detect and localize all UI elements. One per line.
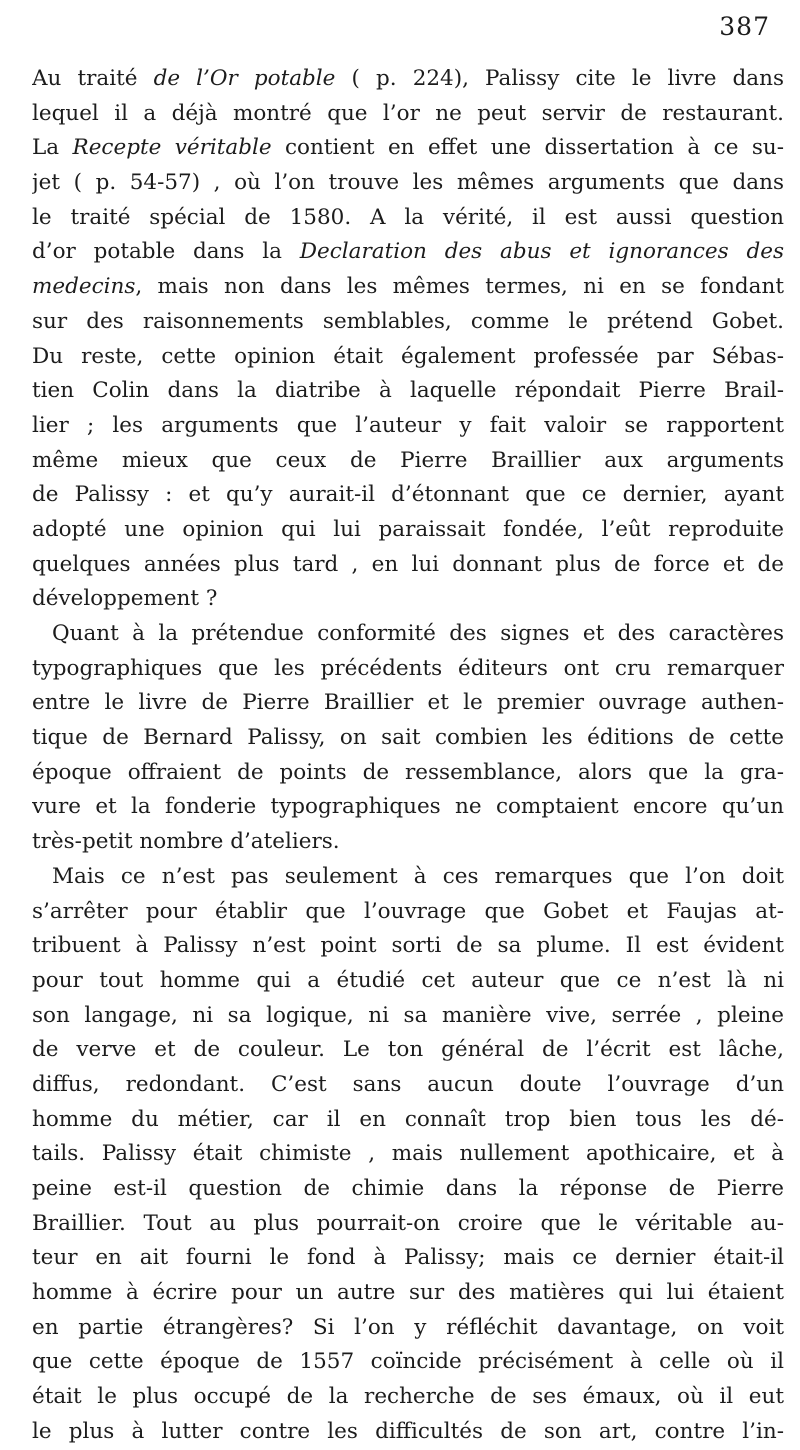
text-line bbox=[32, 1033, 784, 1068]
text-line bbox=[32, 444, 784, 479]
text-line bbox=[32, 201, 784, 236]
text-line bbox=[32, 617, 784, 652]
text-segment: ( p. 224), Palissy cite le livre dans bbox=[335, 66, 784, 91]
text-segment: son langage, ni sa logique, ni sa manière vive, serrée , pleine bbox=[32, 1002, 784, 1028]
text-segment: développement ? bbox=[32, 586, 218, 612]
text-line bbox=[32, 131, 784, 166]
text-segment: époque offraient de points de ressemblance, alors que la gra- bbox=[32, 759, 784, 785]
text-segment: lier ; les arguments que l’auteur y fait valoir se rapportent bbox=[32, 412, 784, 438]
text-line bbox=[32, 166, 784, 201]
text-segment: homme à écrire pour un autre sur des matières qui lui étaient bbox=[32, 1280, 784, 1306]
text-line bbox=[32, 1103, 784, 1138]
text-segment: diffus, redondant. C’est sans aucun doute l’ouvrage d’un bbox=[32, 1071, 784, 1097]
text-segment: Mais ce n’est pas seulement à ces remarques que l’on doit bbox=[52, 863, 784, 889]
text-line bbox=[32, 1172, 784, 1207]
text-segment: sur des raisonnements semblables, comme le prétend Gobet. bbox=[32, 308, 784, 334]
text-segment: Du reste, cette opinion était également professée par Sébas- bbox=[32, 343, 784, 369]
text-segment: entre le livre de Pierre Braillier et le premier ouvrage authen- bbox=[32, 690, 784, 716]
text-segment: s’arrêter pour établir que l’ouvrage que Gobet et Faujas at- bbox=[32, 898, 784, 924]
text-line bbox=[32, 999, 784, 1034]
text-line bbox=[32, 1207, 784, 1242]
text-line bbox=[32, 97, 784, 132]
text-line bbox=[32, 686, 784, 721]
text-segment: de Palissy : et qu’y aurait-il d’étonnant que ce dernier, ayant bbox=[32, 482, 784, 508]
text-line bbox=[32, 929, 784, 964]
text-segment: Au traité bbox=[32, 66, 154, 91]
text-segment: le traité spécial de 1580. A la vérité, il est aussi question bbox=[32, 204, 784, 230]
text-line bbox=[32, 721, 784, 756]
text-line bbox=[32, 652, 784, 687]
italic-title: medecins bbox=[32, 274, 136, 300]
text-segment: adopté une opinion qui lui paraissait fondée, l’eût reproduite bbox=[32, 516, 784, 542]
text-segment: même mieux que ceux de Pierre Braillier aux arguments bbox=[32, 447, 784, 473]
text-line bbox=[32, 1068, 784, 1103]
text-line bbox=[32, 825, 784, 860]
text-segment: typographiques que les précédents éditeurs ont cru remarquer bbox=[32, 655, 784, 681]
text-line bbox=[32, 270, 784, 305]
text-line bbox=[32, 1311, 784, 1346]
page-number: 387 bbox=[719, 12, 770, 41]
italic-title: Declaration des abus et ignorances des bbox=[299, 239, 784, 265]
text-segment: pour tout homme qui a étudié cet auteur que ce n’est là ni bbox=[32, 967, 784, 993]
text-line bbox=[32, 582, 784, 617]
text-line bbox=[32, 62, 784, 97]
text-segment: contient en effet une dissertation à ce su- bbox=[271, 135, 784, 161]
text-segment: en partie étrangères? Si l’on y réfléchit davantage, on voit bbox=[32, 1314, 784, 1340]
text-line bbox=[32, 340, 784, 375]
text-line bbox=[32, 1137, 784, 1172]
italic-title: de l’Or potable bbox=[153, 66, 336, 91]
text-segment: Quant à la prétendue conformité des signes et des caractères bbox=[52, 621, 784, 646]
text-line bbox=[32, 1241, 784, 1276]
text-line bbox=[32, 1276, 784, 1311]
text-line bbox=[32, 374, 784, 409]
body-text bbox=[32, 62, 784, 1450]
text-segment: peine est-il question de chimie dans la réponse de Pierre bbox=[32, 1176, 784, 1201]
text-segment: , mais non dans les mêmes termes, ni en se fondant bbox=[135, 274, 784, 300]
text-segment: jet ( p. 54-57) , où l’on trouve les mêmes arguments que dans bbox=[32, 170, 784, 196]
text-line bbox=[32, 860, 784, 895]
text-segment: La bbox=[32, 135, 73, 161]
text-segment: très-petit nombre d’ateliers. bbox=[32, 829, 340, 855]
text-segment: tien Colin dans la diatribe à laquelle répondait Pierre Brail- bbox=[32, 378, 784, 404]
text-line bbox=[32, 235, 784, 270]
text-segment: que cette époque de 1557 coïncide précisément à celle où il bbox=[32, 1349, 784, 1375]
italic-title: Recepte véritable bbox=[72, 135, 272, 161]
text-segment: vure et la fonderie typographiques ne comptaient encore qu’un bbox=[32, 794, 784, 820]
text-line bbox=[32, 790, 784, 825]
text-line bbox=[32, 895, 784, 930]
text-segment: tique de Bernard Palissy, on sait combien les éditions de cette bbox=[32, 725, 784, 751]
text-line bbox=[32, 1415, 784, 1450]
text-line bbox=[32, 478, 784, 513]
text-line bbox=[32, 1345, 784, 1380]
text-line bbox=[32, 409, 784, 444]
text-line bbox=[32, 756, 784, 791]
text-segment: était le plus occupé de la recherche de ses émaux, où il eut bbox=[32, 1384, 784, 1410]
text-segment: d’or potable dans la bbox=[32, 239, 300, 265]
text-segment: lequel il a déjà montré que l’or ne peut servir de restaurant. bbox=[32, 100, 784, 126]
text-segment: Braillier. Tout au plus pourrait-on croire que le véritable au- bbox=[32, 1210, 784, 1236]
text-line bbox=[32, 513, 784, 548]
text-segment: tribuent à Palissy n’est point sorti de sa plume. Il est évident bbox=[32, 933, 784, 959]
text-segment: quelques années plus tard , en lui donnant plus de force et de bbox=[32, 551, 784, 577]
text-line bbox=[32, 548, 784, 583]
text-segment: tails. Palissy était chimiste , mais nullement apothicaire, et à bbox=[32, 1141, 784, 1167]
text-segment: de verve et de couleur. Le ton général de l’écrit est lâche, bbox=[32, 1037, 784, 1063]
text-line bbox=[32, 964, 784, 999]
text-line bbox=[32, 1380, 784, 1415]
text-segment: le plus à lutter contre les difficultés de son art, contre l’in- bbox=[32, 1418, 784, 1444]
text-line bbox=[32, 305, 784, 340]
text-segment: teur en ait fourni le fond à Palissy; mais ce dernier était-il bbox=[32, 1245, 784, 1271]
text-segment: homme du métier, car il en connaît trop bien tous les dé- bbox=[32, 1106, 784, 1132]
